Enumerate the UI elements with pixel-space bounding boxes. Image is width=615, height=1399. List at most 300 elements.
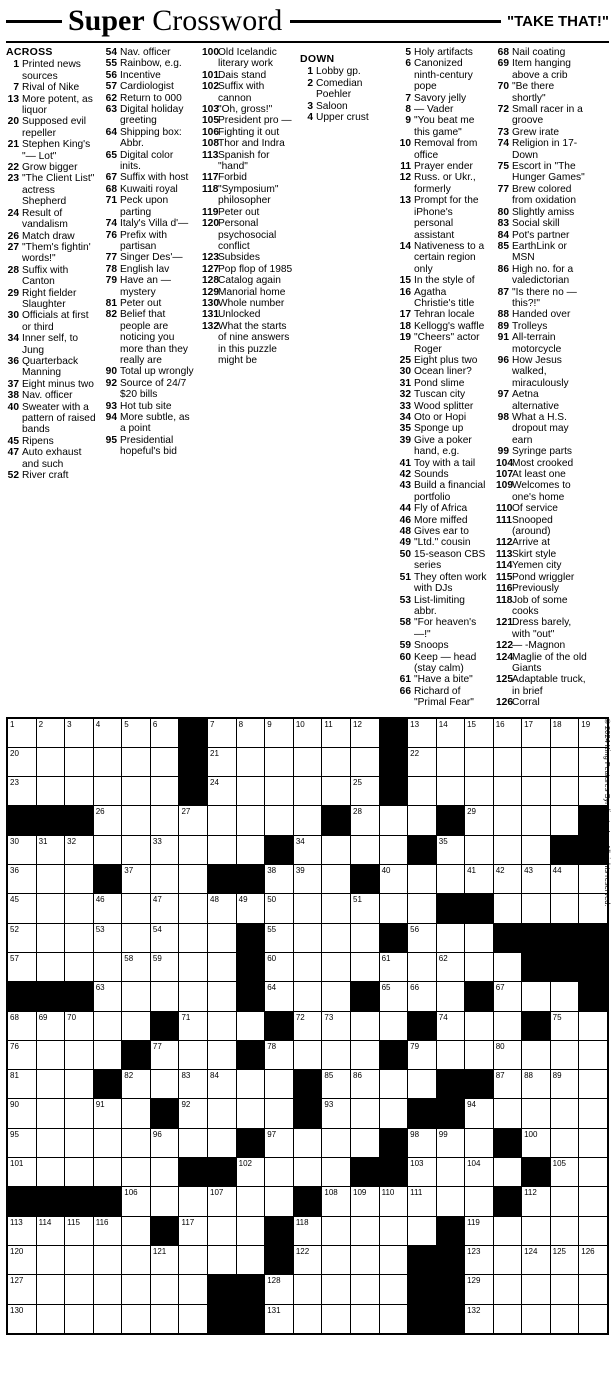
down-clue[interactable] <box>496 572 588 583</box>
grid-cell[interactable] <box>7 1099 36 1128</box>
grid-cell[interactable] <box>351 718 380 748</box>
grid-cell[interactable] <box>179 952 208 981</box>
grid-cell[interactable] <box>236 1245 265 1274</box>
grid-cell[interactable] <box>465 1158 494 1187</box>
grid-cell[interactable] <box>7 1304 36 1334</box>
across-clue[interactable] <box>202 81 294 104</box>
across-clue[interactable] <box>6 162 98 173</box>
down-clue[interactable] <box>300 101 392 112</box>
across-clue[interactable] <box>202 321 294 367</box>
grid-cell[interactable] <box>293 718 322 748</box>
grid-cell[interactable] <box>122 1245 151 1274</box>
grid-cell[interactable] <box>493 806 521 835</box>
grid-cell[interactable] <box>579 1040 608 1069</box>
grid-cell[interactable] <box>379 982 408 1011</box>
grid-cell[interactable] <box>65 718 94 748</box>
across-clue[interactable] <box>6 139 98 162</box>
grid-cell[interactable] <box>550 894 579 923</box>
grid-cell[interactable] <box>293 1011 322 1040</box>
grid-cell[interactable] <box>408 1158 437 1187</box>
grid-cell[interactable] <box>65 1245 94 1274</box>
grid-cell[interactable] <box>65 1158 94 1187</box>
grid-cell[interactable] <box>550 1158 579 1187</box>
across-clue[interactable] <box>6 231 98 242</box>
down-clue[interactable] <box>398 93 490 104</box>
grid-cell[interactable] <box>579 1304 608 1334</box>
grid-cell[interactable] <box>436 1040 464 1069</box>
grid-cell[interactable] <box>208 952 237 981</box>
grid-cell[interactable] <box>36 1245 65 1274</box>
across-clue[interactable] <box>202 264 294 275</box>
grid-cell[interactable] <box>351 1128 380 1157</box>
grid-cell[interactable] <box>265 1158 294 1187</box>
grid-cell[interactable] <box>436 777 464 806</box>
grid-cell[interactable] <box>93 894 122 923</box>
grid-cell[interactable] <box>208 1216 237 1245</box>
grid-cell[interactable] <box>465 1216 494 1245</box>
grid-cell[interactable] <box>579 1216 608 1245</box>
grid-cell[interactable] <box>322 865 351 894</box>
grid-cell[interactable] <box>122 835 151 864</box>
grid-cell[interactable] <box>265 1070 294 1099</box>
grid-cell[interactable] <box>493 718 521 748</box>
down-clue[interactable] <box>398 480 490 503</box>
grid-cell[interactable] <box>322 923 351 952</box>
grid-cell[interactable] <box>351 777 380 806</box>
down-clue[interactable] <box>496 264 588 287</box>
grid-cell[interactable] <box>550 1216 579 1245</box>
down-clue[interactable] <box>496 355 588 389</box>
grid-cell[interactable] <box>150 1245 179 1274</box>
grid-cell[interactable] <box>265 777 294 806</box>
grid-cell[interactable] <box>7 777 36 806</box>
across-clue[interactable] <box>6 333 98 356</box>
grid-cell[interactable] <box>65 1216 94 1245</box>
grid-cell[interactable] <box>351 1275 380 1304</box>
across-clue[interactable] <box>6 94 98 117</box>
grid-cell[interactable] <box>522 865 551 894</box>
grid-cell[interactable] <box>522 982 551 1011</box>
grid-cell[interactable] <box>550 1128 579 1157</box>
grid-cell[interactable] <box>208 806 237 835</box>
grid-cell[interactable] <box>579 1158 608 1187</box>
down-clue[interactable] <box>398 161 490 172</box>
grid-cell[interactable] <box>351 923 380 952</box>
down-clue[interactable] <box>496 674 588 697</box>
grid-cell[interactable] <box>208 777 237 806</box>
grid-cell[interactable] <box>351 1304 380 1334</box>
across-clue[interactable] <box>6 116 98 139</box>
grid-cell[interactable] <box>208 747 237 776</box>
down-clue[interactable] <box>398 287 490 310</box>
down-clue[interactable] <box>496 446 588 457</box>
down-clue[interactable] <box>398 275 490 286</box>
grid-cell[interactable] <box>351 1216 380 1245</box>
across-clue[interactable] <box>6 173 98 207</box>
grid-cell[interactable] <box>265 982 294 1011</box>
grid-cell[interactable] <box>265 952 294 981</box>
down-clue[interactable] <box>496 697 588 708</box>
grid-cell[interactable] <box>122 1011 151 1040</box>
grid-cell[interactable] <box>36 1216 65 1245</box>
down-clue[interactable] <box>398 674 490 685</box>
grid-cell[interactable] <box>36 1070 65 1099</box>
down-clue[interactable] <box>398 115 490 138</box>
grid-cell[interactable] <box>36 952 65 981</box>
grid-cell[interactable] <box>208 1187 237 1216</box>
grid-cell[interactable] <box>179 1128 208 1157</box>
grid-cell[interactable] <box>208 1070 237 1099</box>
grid-cell[interactable] <box>7 1070 36 1099</box>
grid-cell[interactable] <box>36 718 65 748</box>
grid-cell[interactable] <box>93 982 122 1011</box>
grid-cell[interactable] <box>208 923 237 952</box>
grid-cell[interactable] <box>236 718 265 748</box>
across-clue[interactable] <box>104 127 196 150</box>
across-clue[interactable] <box>104 47 196 58</box>
grid-cell[interactable] <box>322 747 351 776</box>
down-clue[interactable] <box>398 389 490 400</box>
down-clue[interactable] <box>398 458 490 469</box>
grid-cell[interactable] <box>351 1040 380 1069</box>
grid-cell[interactable] <box>236 1070 265 1099</box>
grid-cell[interactable] <box>408 777 437 806</box>
down-clue[interactable] <box>398 138 490 161</box>
grid-cell[interactable] <box>293 1158 322 1187</box>
down-clue[interactable] <box>496 161 588 184</box>
grid-cell[interactable] <box>179 1216 208 1245</box>
across-clue[interactable] <box>6 59 98 82</box>
down-clue[interactable] <box>398 423 490 434</box>
down-clue[interactable] <box>496 104 588 127</box>
grid-cell[interactable] <box>408 747 437 776</box>
grid-cell[interactable] <box>7 1245 36 1274</box>
grid-cell[interactable] <box>65 835 94 864</box>
grid-cell[interactable] <box>7 1040 36 1069</box>
down-clue[interactable] <box>496 332 588 355</box>
grid-cell[interactable] <box>408 1128 437 1157</box>
down-clue[interactable] <box>398 549 490 572</box>
grid-cell[interactable] <box>36 777 65 806</box>
grid-cell[interactable] <box>293 1275 322 1304</box>
grid-cell[interactable] <box>322 1158 351 1187</box>
down-clue[interactable] <box>496 458 588 469</box>
grid-cell[interactable] <box>550 1245 579 1274</box>
grid-cell[interactable] <box>408 982 437 1011</box>
down-clue[interactable] <box>398 332 490 355</box>
grid-cell[interactable] <box>65 1070 94 1099</box>
grid-cell[interactable] <box>436 1128 464 1157</box>
down-clue[interactable] <box>496 207 588 218</box>
grid-cell[interactable] <box>265 1187 294 1216</box>
down-clue[interactable] <box>398 241 490 275</box>
across-clue[interactable] <box>104 150 196 173</box>
grid-cell[interactable] <box>122 865 151 894</box>
grid-cell[interactable] <box>465 1011 494 1040</box>
grid-cell[interactable] <box>322 835 351 864</box>
grid-cell[interactable] <box>322 1011 351 1040</box>
down-clue[interactable] <box>398 321 490 332</box>
grid-cell[interactable] <box>122 982 151 1011</box>
down-clue[interactable] <box>398 355 490 366</box>
down-clue[interactable] <box>496 412 588 446</box>
grid-cell[interactable] <box>150 1070 179 1099</box>
grid-cell[interactable] <box>265 718 294 748</box>
across-clue[interactable] <box>104 81 196 92</box>
grid-cell[interactable] <box>493 1011 521 1040</box>
grid-cell[interactable] <box>208 718 237 748</box>
grid-cell[interactable] <box>36 1011 65 1040</box>
down-clue[interactable] <box>496 640 588 651</box>
grid-cell[interactable] <box>293 865 322 894</box>
grid-cell[interactable] <box>93 1128 122 1157</box>
grid-cell[interactable] <box>493 835 521 864</box>
grid-cell[interactable] <box>293 747 322 776</box>
grid-cell[interactable] <box>522 835 551 864</box>
grid-cell[interactable] <box>7 952 36 981</box>
across-clue[interactable] <box>202 207 294 218</box>
across-clue[interactable] <box>104 401 196 412</box>
grid-cell[interactable] <box>351 1187 380 1216</box>
grid-cell[interactable] <box>179 1187 208 1216</box>
down-clue[interactable] <box>496 230 588 241</box>
grid-cell[interactable] <box>150 1040 179 1069</box>
grid-cell[interactable] <box>465 865 494 894</box>
down-clue[interactable] <box>496 241 588 264</box>
grid-cell[interactable] <box>322 1040 351 1069</box>
grid-cell[interactable] <box>36 865 65 894</box>
grid-cell[interactable] <box>179 1040 208 1069</box>
grid-cell[interactable] <box>408 1216 437 1245</box>
grid-cell[interactable] <box>150 952 179 981</box>
grid-cell[interactable] <box>122 952 151 981</box>
grid-cell[interactable] <box>265 923 294 952</box>
grid-cell[interactable] <box>550 777 579 806</box>
grid-cell[interactable] <box>265 1040 294 1069</box>
across-clue[interactable] <box>104 218 196 229</box>
grid-cell[interactable] <box>322 1216 351 1245</box>
grid-cell[interactable] <box>65 777 94 806</box>
grid-cell[interactable] <box>436 835 464 864</box>
grid-cell[interactable] <box>65 1275 94 1304</box>
grid-cell[interactable] <box>550 1099 579 1128</box>
down-clue[interactable] <box>398 435 490 458</box>
grid-cell[interactable] <box>522 777 551 806</box>
grid-cell[interactable] <box>208 1011 237 1040</box>
grid-cell[interactable] <box>122 1070 151 1099</box>
grid-cell[interactable] <box>322 894 351 923</box>
grid-cell[interactable] <box>150 865 179 894</box>
grid-cell[interactable] <box>408 1040 437 1069</box>
grid-cell[interactable] <box>179 1245 208 1274</box>
grid-cell[interactable] <box>379 1099 408 1128</box>
grid-cell[interactable] <box>465 777 494 806</box>
grid-cell[interactable] <box>522 1275 551 1304</box>
grid-cell[interactable] <box>493 1158 521 1187</box>
grid-cell[interactable] <box>265 894 294 923</box>
grid-cell[interactable] <box>7 718 36 748</box>
across-clue[interactable] <box>104 58 196 69</box>
grid-cell[interactable] <box>522 747 551 776</box>
grid-cell[interactable] <box>408 865 437 894</box>
grid-cell[interactable] <box>7 1158 36 1187</box>
grid-cell[interactable] <box>493 865 521 894</box>
across-clue[interactable] <box>202 218 294 252</box>
down-clue[interactable] <box>300 66 392 77</box>
down-clue[interactable] <box>496 321 588 332</box>
grid-cell[interactable] <box>351 1070 380 1099</box>
grid-cell[interactable] <box>93 1011 122 1040</box>
grid-cell[interactable] <box>208 894 237 923</box>
grid-cell[interactable] <box>150 777 179 806</box>
grid-cell[interactable] <box>65 865 94 894</box>
grid-cell[interactable] <box>408 923 437 952</box>
grid-cell[interactable] <box>436 718 464 748</box>
grid-cell[interactable] <box>493 982 521 1011</box>
grid-cell[interactable] <box>122 1158 151 1187</box>
grid-cell[interactable] <box>179 1011 208 1040</box>
grid-cell[interactable] <box>379 952 408 981</box>
grid-cell[interactable] <box>322 1099 351 1128</box>
down-clue[interactable] <box>496 469 588 480</box>
grid-cell[interactable] <box>36 1304 65 1334</box>
grid-cell[interactable] <box>379 1187 408 1216</box>
down-clue[interactable] <box>496 218 588 229</box>
grid-cell[interactable] <box>179 894 208 923</box>
across-clue[interactable] <box>104 298 196 309</box>
grid-cell[interactable] <box>293 982 322 1011</box>
grid-cell[interactable] <box>550 718 579 748</box>
down-clue[interactable] <box>398 537 490 548</box>
grid-cell[interactable] <box>436 952 464 981</box>
grid-cell[interactable] <box>122 1128 151 1157</box>
grid-cell[interactable] <box>179 1099 208 1128</box>
grid-cell[interactable] <box>236 1216 265 1245</box>
down-clue[interactable] <box>398 195 490 241</box>
down-clue[interactable] <box>496 549 588 560</box>
grid-cell[interactable] <box>379 806 408 835</box>
grid-cell[interactable] <box>36 1275 65 1304</box>
grid-cell[interactable] <box>493 1275 521 1304</box>
across-clue[interactable] <box>6 356 98 379</box>
down-clue[interactable] <box>398 47 490 58</box>
grid-cell[interactable] <box>465 718 494 748</box>
across-clue[interactable] <box>202 104 294 115</box>
grid-cell[interactable] <box>379 1245 408 1274</box>
grid-cell[interactable] <box>93 718 122 748</box>
down-clue[interactable] <box>300 112 392 123</box>
grid-cell[interactable] <box>522 1128 551 1157</box>
down-clue[interactable] <box>398 572 490 595</box>
grid-cell[interactable] <box>465 1245 494 1274</box>
down-clue[interactable] <box>398 378 490 389</box>
across-clue[interactable] <box>202 275 294 286</box>
grid-cell[interactable] <box>7 1216 36 1245</box>
grid-cell[interactable] <box>351 1011 380 1040</box>
across-clue[interactable] <box>202 115 294 126</box>
grid-cell[interactable] <box>65 747 94 776</box>
across-clue[interactable] <box>104 184 196 195</box>
grid-cell[interactable] <box>150 1275 179 1304</box>
grid-cell[interactable] <box>379 1275 408 1304</box>
grid-cell[interactable] <box>293 777 322 806</box>
down-clue[interactable] <box>496 537 588 548</box>
grid-cell[interactable] <box>465 1128 494 1157</box>
grid-cell[interactable] <box>550 1011 579 1040</box>
grid-cell[interactable] <box>179 1070 208 1099</box>
grid-cell[interactable] <box>122 1275 151 1304</box>
across-clue[interactable] <box>6 288 98 311</box>
grid-cell[interactable] <box>465 1040 494 1069</box>
grid-cell[interactable] <box>322 1128 351 1157</box>
grid-cell[interactable] <box>522 1304 551 1334</box>
grid-cell[interactable] <box>493 1040 521 1069</box>
grid-cell[interactable] <box>522 1070 551 1099</box>
grid-cell[interactable] <box>65 894 94 923</box>
across-clue[interactable] <box>104 378 196 401</box>
crossword-grid[interactable] <box>6 716 612 1335</box>
across-clue[interactable] <box>202 138 294 149</box>
grid-cell[interactable] <box>293 835 322 864</box>
grid-cell[interactable] <box>122 747 151 776</box>
grid-cell[interactable] <box>122 923 151 952</box>
across-clue[interactable] <box>6 82 98 93</box>
grid-cell[interactable] <box>465 835 494 864</box>
grid-cell[interactable] <box>236 835 265 864</box>
grid-cell[interactable] <box>550 865 579 894</box>
down-clue[interactable] <box>496 515 588 538</box>
down-clue[interactable] <box>398 58 490 92</box>
grid-cell[interactable] <box>493 1070 521 1099</box>
grid-cell[interactable] <box>351 1245 380 1274</box>
grid-cell[interactable] <box>465 1099 494 1128</box>
across-clue[interactable] <box>202 47 294 70</box>
across-clue[interactable] <box>202 309 294 320</box>
grid-cell[interactable] <box>322 1275 351 1304</box>
down-clue[interactable] <box>496 560 588 571</box>
across-clue[interactable] <box>104 104 196 127</box>
across-clue[interactable] <box>104 264 196 275</box>
grid-cell[interactable] <box>150 1304 179 1334</box>
grid-cell[interactable] <box>65 1099 94 1128</box>
grid-cell[interactable] <box>293 1040 322 1069</box>
grid-cell[interactable] <box>522 1187 551 1216</box>
grid-cell[interactable] <box>436 1158 464 1187</box>
grid-cell[interactable] <box>150 718 179 748</box>
grid-cell[interactable] <box>179 1304 208 1334</box>
grid-cell[interactable] <box>265 1275 294 1304</box>
grid-cell[interactable] <box>208 1245 237 1274</box>
across-clue[interactable] <box>104 230 196 253</box>
down-clue[interactable] <box>398 595 490 618</box>
down-clue[interactable] <box>496 389 588 412</box>
down-clue[interactable] <box>496 58 588 81</box>
grid-cell[interactable] <box>150 1128 179 1157</box>
grid-cell[interactable] <box>65 1128 94 1157</box>
grid-cell[interactable] <box>150 894 179 923</box>
across-clue[interactable] <box>6 265 98 288</box>
grid-cell[interactable] <box>122 1099 151 1128</box>
grid-cell[interactable] <box>265 865 294 894</box>
grid-cell[interactable] <box>65 952 94 981</box>
grid-cell[interactable] <box>208 1040 237 1069</box>
grid-cell[interactable] <box>522 1040 551 1069</box>
grid-cell[interactable] <box>322 982 351 1011</box>
grid-cell[interactable] <box>436 923 464 952</box>
grid-cell[interactable] <box>579 1187 608 1216</box>
grid-cell[interactable] <box>122 1187 151 1216</box>
grid-cell[interactable] <box>7 894 36 923</box>
